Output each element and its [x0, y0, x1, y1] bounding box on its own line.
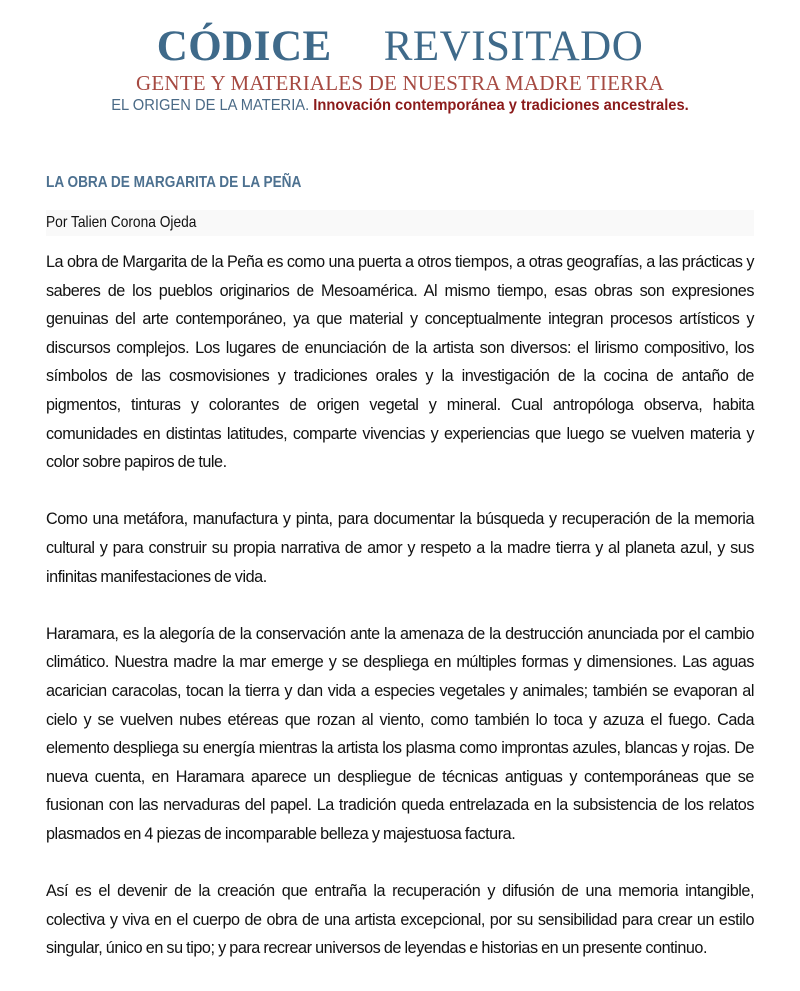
- byline-text: Por Talien Corona Ojeda: [46, 214, 197, 231]
- site-title: [0, 24, 800, 70]
- site-subtitle: GENTE Y MATERIALES DE NUESTRA MADRE TIERRA: [136, 71, 664, 95]
- paragraph-1: La obra de Margarita de la Peña es como una puerta a otros tiempos, a otras geografías, a las prácticas y saberes de los pueblos originarios de Mesoamérica. Al mismo tiempo, esas obras son expresiones genuinas del arte contemporáneo, ya que material y conceptualmente integran procesos artísticos y discursos complejos. Los lugares de enunciación de la artista son diversos: el lirismo compositivo, los símbolos de las cosmovisiones y tradiciones orales y la investigación de la cocina de antaño de pigmentos, tinturas y colorantes de origen vegetal y mineral. Cual antropóloga observa, habita comunidades en distintas latitudes, comparte vivencias y experiencias que luego se vuelven materia y color sobre papiros de tule.: [46, 253, 754, 472]
- masthead: [0, 0, 800, 117]
- tagline-accent: Innovación contemporánea y tradiciones ancestrales.: [313, 97, 689, 114]
- article-title: LA OBRA DE MARGARITA DE LA PEÑA: [46, 174, 302, 191]
- paragraph-4: Así es el devenir de la creación que entraña la recuperación y difusión de una memoria intangible, colectiva y viva en el cuerpo de obra de una artista excepcional, por su sensibilidad para crear un estilo singular, único en su tipo; y para recrear universos de leyendas e historias en un presente continuo.: [46, 882, 754, 958]
- site-title-part-2: REVISITADO: [383, 23, 644, 70]
- article-byline: [46, 210, 754, 236]
- site-tagline: [32, 95, 768, 117]
- paragraph-3: Haramara, es la alegoría de la conservación ante la amenaza de la destrucción anunciada por el cambio climático. Nuestra madre la mar emerge y se despliega en múltiples formas y dimensiones. Las aguas acarician caracolas, tocan la tierra y dan vida a especies vegetales y animales; también se evaporan al cielo y se vuelven nubes etéreas que rozan al viento, como también lo toca y azuza el fuego. Cada elemento despliega su energía mientras la artista los plasma como improntas azules, blancas y rojas. De nueva cuenta, en Haramara aparece un despliegue de técnicas antiguas y contemporáneas que se fusionan con las nervaduras del papel. La tradición queda entrelazada en la subsistencia de los relatos plasmados en 4 piezas de incomparable belleza y majestuosa factura.: [46, 624, 754, 843]
- article: [46, 172, 754, 991]
- article-body: [46, 248, 754, 963]
- tagline-plain: EL ORIGEN DE LA MATERIA.: [111, 97, 314, 114]
- site-title-part-1: CÓDICE: [156, 23, 332, 70]
- paragraph-2: Como una metáfora, manufactura y pinta, para documentar la búsqueda y recuperación de la memoria cultural y para construir su propia narrativa de amor y respeto a la madre tierra y al planeta azul, y sus infinitas manifestaciones de vida.: [46, 510, 754, 586]
